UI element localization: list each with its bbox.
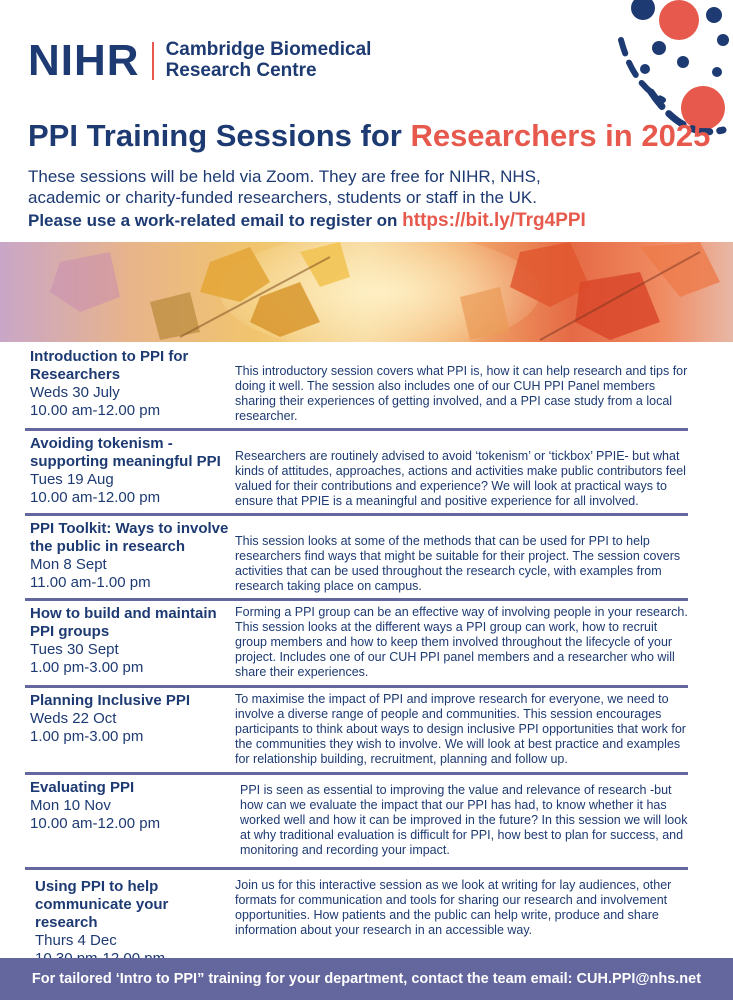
session-title: PPI Toolkit: Ways to involve the public in research — [30, 520, 229, 555]
session-row — [25, 870, 688, 954]
session-info — [30, 435, 230, 507]
footer-contact-banner — [0, 958, 733, 1000]
session-date: Mon 10 Nov — [30, 797, 111, 814]
session-description: Researchers are routinely advised to avoid ‘tokenism’ or ‘tickbox’ PPIE- but what kinds of attitudes, approaches, actions and activities make public contributors feel valued for their contributions and experience? We will look at practical ways to ensure that PPIE is a meaningful and positive experience for all involved. — [235, 449, 686, 508]
session-date: Weds 22 Oct — [30, 710, 117, 727]
session-info — [35, 878, 235, 968]
session-info — [30, 520, 230, 592]
logo-divider — [152, 42, 154, 80]
session-date: Thurs 4 Dec — [35, 932, 117, 949]
session-title: Evaluating PPI — [30, 779, 135, 796]
logo-org-line1: Cambridge Biomedical — [165, 39, 372, 61]
register-line — [28, 210, 586, 232]
session-info — [30, 779, 230, 833]
logo-organisation — [166, 40, 372, 81]
session-time: 11.00 am-1.00 pm — [30, 574, 151, 591]
session-info — [30, 348, 230, 420]
session-title: Avoiding tokenism - supporting meaningful PPI — [30, 435, 221, 470]
session-description: PPI is seen as essential to improving the value and relevance of research -but how can we evaluate the impact that our PPI has had, to know whether it has worked well and how it can be improved in the future? In this session we will look at why traditional evaluation is difficult for PPI, how best to plan for success, and monitoring and recording your impact. — [240, 783, 688, 857]
session-time: 10.00 am-12.00 pm — [30, 815, 161, 832]
session-description: This introductory session covers what PPI is, how it can help research and tips for doing it well. The session also includes one of our CUH PPI Panel members sharing their experiences of getting involved, and a PPI case study from a local researcher. — [235, 364, 688, 423]
session-date: Weds 30 July — [30, 384, 120, 401]
logo-org-line2: Research Centre — [165, 60, 317, 81]
session-row — [25, 775, 688, 870]
session-row — [25, 344, 688, 431]
logo-nihr-text: NIHR — [28, 36, 140, 85]
session-row — [25, 688, 688, 775]
page-title — [28, 118, 710, 154]
session-title: Planning Inclusive PPI — [30, 692, 191, 709]
intro-text: These sessions will be held via Zoom. They are free for NIHR, NHS, academic or charity-funded researchers, students or staff in the UK. — [28, 167, 541, 207]
session-description: Join us for this interactive session as we look at writing for lay audiences, other formats for communication and tools for sharing our research and involvement opportunities. How patients and the public can help write, produce and share information about your research in an accessible way. — [235, 878, 672, 937]
session-title: Using PPI to help communicate your research — [35, 878, 169, 931]
session-time: 1.00 pm-3.00 pm — [30, 728, 144, 745]
session-title: How to build and maintain PPI groups — [30, 605, 217, 640]
session-row — [25, 601, 688, 688]
session-description: This session looks at some of the methods that can be used for PPI to help researchers find ways that might be suitable for their project. The session covers activities that can be used throughout the research cycle, with examples from research taking place on campus. — [235, 534, 681, 593]
session-info — [30, 692, 230, 746]
register-text: Please use a work-related email to register on — [28, 211, 403, 230]
session-row — [25, 516, 688, 601]
session-title: Introduction to PPI for Researchers — [30, 348, 189, 383]
session-time: 10.00 am-12.00 pm — [30, 489, 161, 506]
session-date: Tues 30 Sept — [30, 641, 119, 658]
title-accent: Researchers in 2025 — [410, 118, 711, 153]
session-date: Tues 19 Aug — [30, 471, 114, 488]
session-description: Forming a PPI group can be an effective way of involving people in your research. This session looks at the different ways a PPI group can work, how to recruit group members and how to keep them involved throughout the lifecycle of your project. Includes one of our CUH PPI panel members and a researcher who will share their experiences. — [235, 605, 688, 679]
title-main: PPI Training Sessions for — [28, 118, 411, 153]
session-time: 1.00 pm-3.00 pm — [30, 659, 144, 676]
register-link[interactable]: https://bit.ly/Trg4PPI — [402, 210, 586, 231]
session-description: To maximise the impact of PPI and improve research for everyone, we need to involve a diverse range of people and communities. This session encourages participants to think about ways to design inclusive PPI opportunities that work for the communities they wish to involve. We will look at best practice and examples for relationship building, recruitment, planning and follow up. — [235, 692, 686, 766]
session-info — [30, 605, 230, 677]
session-row — [25, 431, 688, 516]
autumn-leaves-banner — [0, 242, 733, 342]
session-time: 10.00 am-12.00 pm — [30, 402, 161, 419]
leaves-image — [0, 242, 733, 342]
nihr-logo — [28, 36, 372, 85]
footer-text: For tailored ‘Intro to PPI” training for your department, contact the team email: CUH.PPI@nhs.net — [31, 971, 702, 987]
session-date: Mon 8 Sept — [30, 556, 107, 573]
